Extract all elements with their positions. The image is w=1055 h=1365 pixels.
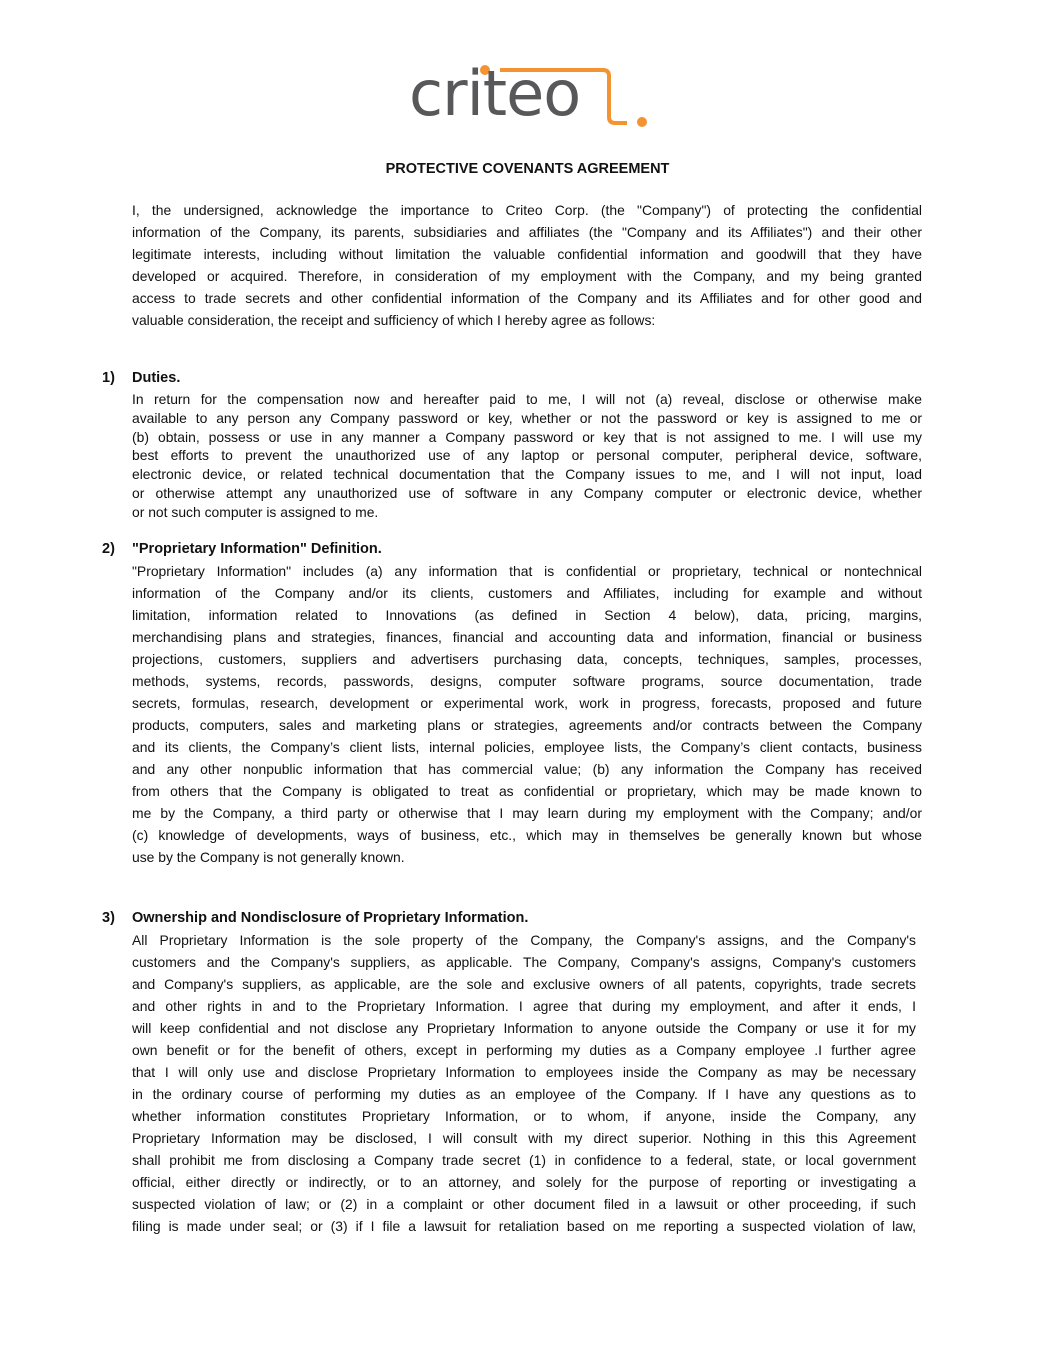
text-line: in the ordinary course of performing my duties as an employee of the Company. If I have any questions as to <box>132 1086 916 1102</box>
text-line: and its clients, the Company’s client lists, internal policies, employee lists, the Company’s client contacts, business <box>132 739 922 755</box>
text-line: secrets, formulas, research, development or experimental work, work in progress, forecasts, proposed and future <box>132 695 922 711</box>
text-line: projections, customers, suppliers and advertisers purchasing data, concepts, techniques, samples, processes, <box>132 651 922 667</box>
section-number: 1) <box>102 370 115 386</box>
text-line: own benefit or for the benefit of others, except in performing my duties as a Company employee .I further agree <box>132 1042 916 1058</box>
text-line: (b) obtain, possess or use in any manner a Company password or key that is not assigned to me. I will use my <box>132 428 922 445</box>
text-line: and any other nonpublic information that has commercial value; (b) any information the Company has received <box>132 761 922 777</box>
section-heading: Ownership and Nondisclosure of Proprietary Information. <box>132 910 529 926</box>
text-line: electronic device, or related technical documentation that the Company issues to me, and I will not input, load <box>132 466 922 483</box>
text-line: will keep confidential and not disclose any Proprietary Information to anyone outside the Company or use it for my <box>132 1020 916 1036</box>
text-line: access to trade secrets and other confidential information of the Company and its Affiliates and for other good and <box>132 290 922 306</box>
section-heading: "Proprietary Information" Definition. <box>132 541 382 557</box>
text-line: information of the Company, its parents, subsidiaries and affiliates (the "Company and its Affiliates") and their other <box>132 224 922 240</box>
text-line: use by the Company is not generally known. <box>132 849 405 865</box>
text-line: products, computers, sales and marketing plans or strategies, agreements and/or contracts between the Company <box>132 717 922 733</box>
document-title: PROTECTIVE COVENANTS AGREEMENT <box>385 161 670 177</box>
text-line: me by the Company, a third party or otherwise that I may learn during my employment with the Company; and/or <box>132 805 922 821</box>
text-line: developed or acquired. Therefore, in consideration of my employment with the Company, and my being granted <box>132 268 922 284</box>
text-line: whether information constitutes Proprietary Information, or to whom, if anyone, inside the Company, any <box>132 1108 916 1124</box>
text-line: valuable consideration, the receipt and sufficiency of which I hereby agree as follows: <box>132 312 656 328</box>
text-line: or otherwise attempt any unauthorized use of software in any Company computer or electronic device, whether <box>132 484 922 501</box>
logo-text: criteo <box>409 57 581 130</box>
text-line: suspected violation of law; or (2) in a complaint or other document filed in a lawsuit or other proceeding, if such <box>132 1196 916 1212</box>
text-line: information of the Company and/or its clients, customers and Affiliates, including for example and without <box>132 585 922 601</box>
text-line: limitation, information related to Innovations (as defined in Section 4 below), data, pricing, margins, <box>132 607 922 623</box>
text-line: In return for the compensation now and hereafter paid to me, I will not (a) reveal, disclose or otherwise make <box>132 391 922 407</box>
section-1-body <box>132 390 922 522</box>
text-line: available to any person any Company password or key, whether or not the password or key is assigned to me or <box>132 409 922 426</box>
text-line: shall prohibit me from disclosing a Company trade secret (1) in confidence to a federal, state, or local government <box>132 1152 916 1168</box>
text-line: customers and the Company's suppliers, as applicable. The Company, Company's assigns, Company's customers <box>132 954 916 970</box>
text-line: and Company's suppliers, as applicable, are the sole and exclusive owners of all patents, copyrights, trade secrets <box>132 976 916 992</box>
text-line: (c) knowledge of developments, ways of business, etc., which may in themselves be generally known but whose <box>132 827 922 843</box>
text-line: methods, systems, records, passwords, designs, computer software programs, source documentation, trade <box>132 673 922 689</box>
section-heading: Duties. <box>132 370 181 386</box>
text-line: or not such computer is assigned to me. <box>132 503 379 520</box>
text-line: "Proprietary Information" includes (a) any information that is confidential or proprietary, technical or nontechnical <box>132 563 922 579</box>
text-line: legitimate interests, including without limitation the valuable confidential information and goodwill that they have <box>132 246 922 262</box>
text-line: filing is made under seal; or (3) if I file a lawsuit for retaliation based on me reporting a suspected violation of law, <box>132 1218 916 1234</box>
section-2-body <box>132 560 922 868</box>
text-line: I, the undersigned, acknowledge the importance to Criteo Corp. (the "Company") of protecting the confidential <box>132 202 922 218</box>
text-line: All Proprietary Information is the sole property of the Company, the Company's assigns, and the Company's <box>132 932 916 948</box>
text-line: that I will only use and disclose Proprietary Information to employees inside the Company as may be necessary <box>132 1064 916 1080</box>
text-line: official, either directly or indirectly, or to an attorney, and solely for the purpose of reporting or investigating a <box>132 1174 916 1190</box>
section-number: 3) <box>102 910 115 926</box>
criteo-logo <box>405 55 655 140</box>
section-number: 2) <box>102 541 115 557</box>
text-line: from others that the Company is obligated to treat as confidential or proprietary, which may be made known to <box>132 783 922 799</box>
section-3-body <box>132 929 916 1237</box>
text-line: best efforts to prevent the unauthorized use of any laptop or personal computer, peripheral device, software, <box>132 447 922 464</box>
text-line: merchandising plans and strategies, finances, financial and accounting data and information, financial or business <box>132 629 922 645</box>
intro-paragraph <box>132 199 922 331</box>
text-line: and other rights in and to the Proprietary Information. I agree that during my employment, and after it ends, I <box>132 998 916 1014</box>
text-line: Proprietary Information may be disclosed, I will consult with my direct superior. Nothing in this this Agreement <box>132 1130 916 1146</box>
